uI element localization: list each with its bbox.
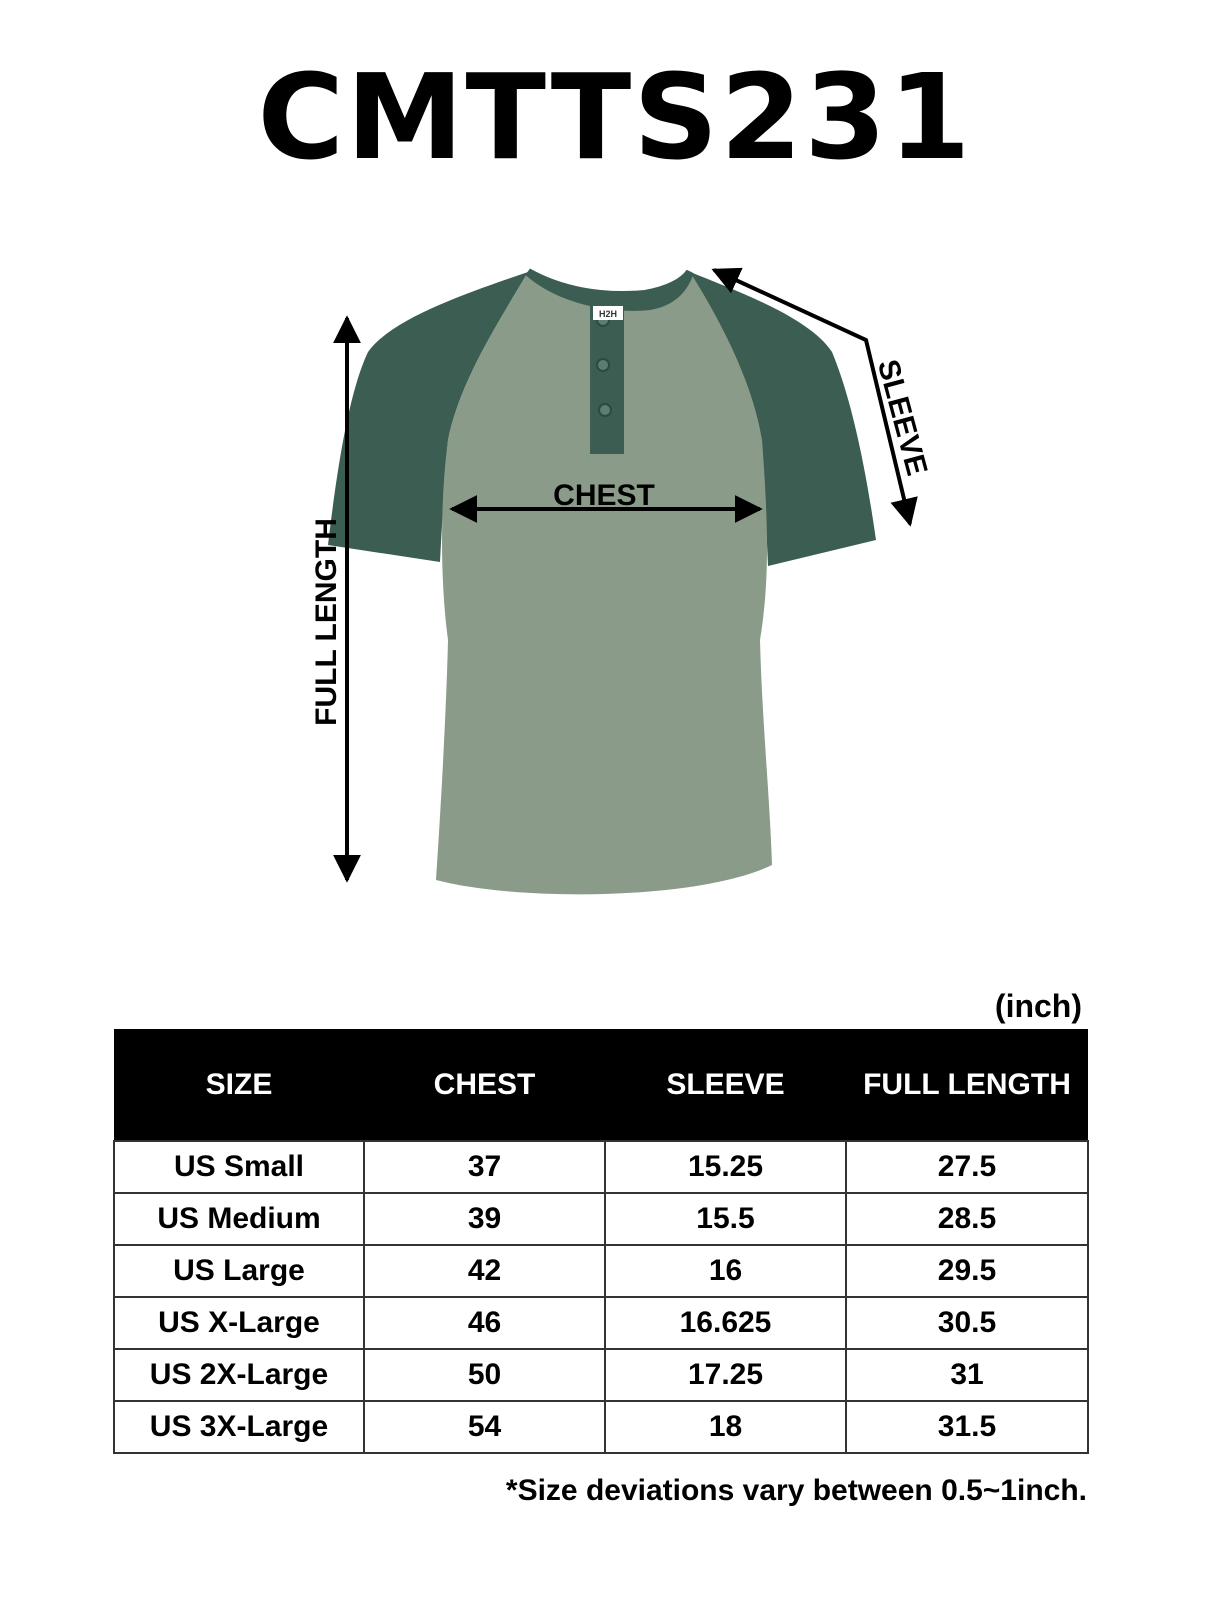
sleeve-label: SLEEVE [870, 356, 934, 479]
cell-size: US Small [114, 1141, 364, 1193]
cell-sleeve: 15.5 [605, 1193, 846, 1245]
button [599, 404, 611, 416]
page-title: CMTTS231 [257, 48, 973, 186]
table-row [114, 1141, 1088, 1193]
table-row [114, 1297, 1088, 1349]
cell-size: US X-Large [114, 1297, 364, 1349]
size-table [113, 1029, 1089, 1454]
button [597, 359, 609, 371]
cell-size: US 3X-Large [114, 1401, 364, 1453]
cell-chest: 42 [364, 1245, 605, 1297]
header-full-length: FULL LENGTH [846, 1029, 1088, 1141]
cell-size: US Large [114, 1245, 364, 1297]
unit-label: (inch) [994, 988, 1082, 1024]
button-placket [590, 304, 624, 454]
header-sleeve: SLEEVE [605, 1029, 846, 1141]
table-row [114, 1401, 1088, 1453]
cell-chest: 50 [364, 1349, 605, 1401]
cell-full-length: 29.5 [846, 1245, 1088, 1297]
cell-sleeve: 15.25 [605, 1141, 846, 1193]
table-row [114, 1193, 1088, 1245]
table-header-row [114, 1029, 1088, 1141]
cell-full-length: 31 [846, 1349, 1088, 1401]
chest-label: CHEST [553, 479, 655, 512]
cell-sleeve: 16 [605, 1245, 846, 1297]
size-deviation-note: *Size deviations vary between 0.5~1inch. [505, 1474, 1087, 1507]
cell-full-length: 30.5 [846, 1297, 1088, 1349]
cell-chest: 39 [364, 1193, 605, 1245]
cell-size: US Medium [114, 1193, 364, 1245]
cell-sleeve: 16.625 [605, 1297, 846, 1349]
cell-full-length: 31.5 [846, 1401, 1088, 1453]
table-row [114, 1245, 1088, 1297]
header-chest: CHEST [364, 1029, 605, 1141]
cell-chest: 37 [364, 1141, 605, 1193]
cell-chest: 46 [364, 1297, 605, 1349]
full-length-label: FULL LENGTH [310, 518, 343, 726]
header-size: SIZE [114, 1029, 364, 1141]
cell-full-length: 28.5 [846, 1193, 1088, 1245]
table-row [114, 1349, 1088, 1401]
cell-size: US 2X-Large [114, 1349, 364, 1401]
cell-chest: 54 [364, 1401, 605, 1453]
brand-tag-label: H2H [598, 309, 618, 319]
cell-sleeve: 17.25 [605, 1349, 846, 1401]
cell-sleeve: 18 [605, 1401, 846, 1453]
cell-full-length: 27.5 [846, 1141, 1088, 1193]
